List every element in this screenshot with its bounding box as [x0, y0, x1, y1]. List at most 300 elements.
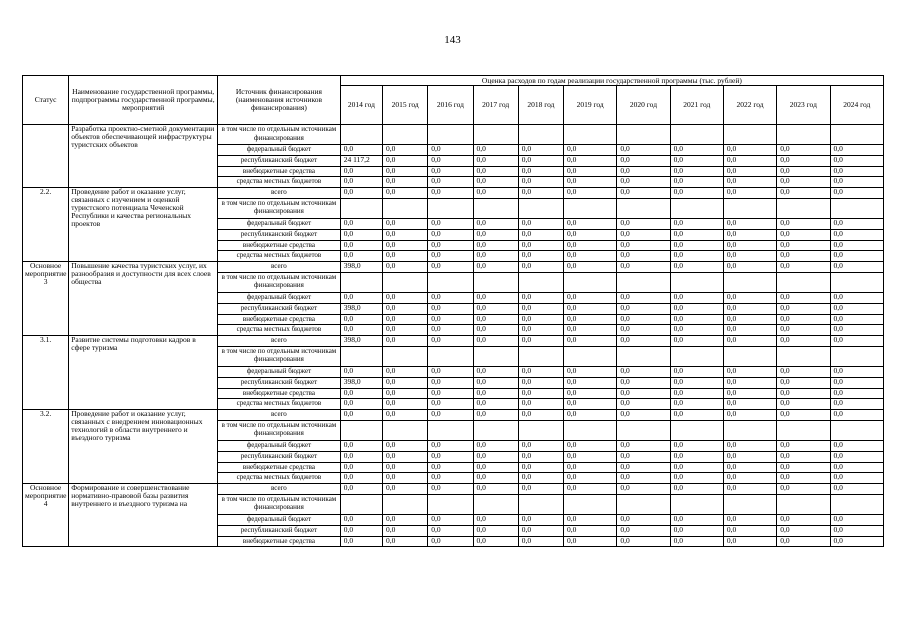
value-cell: 398,0 — [340, 377, 382, 388]
value-cell: 0,0 — [564, 218, 617, 229]
value-cell: 0,0 — [777, 451, 830, 462]
value-cell: 0,0 — [670, 462, 723, 473]
value-cell: 0,0 — [564, 325, 617, 336]
value-cell: 0,0 — [340, 388, 382, 399]
value-cell: 0,0 — [428, 155, 473, 166]
value-cell: 0,0 — [518, 229, 563, 240]
value-cell: 0,0 — [617, 325, 670, 336]
value-cell: 0,0 — [777, 440, 830, 451]
value-cell: 0,0 — [473, 292, 518, 303]
value-cell: 0,0 — [777, 292, 830, 303]
value-cell: 0,0 — [723, 262, 776, 273]
value-cell: 0,0 — [428, 536, 473, 547]
value-cell — [383, 198, 428, 218]
table-row — [23, 336, 884, 347]
row-funding-source: всего — [218, 484, 341, 495]
value-cell — [340, 420, 382, 440]
value-cell: 0,0 — [383, 536, 428, 547]
value-cell — [670, 346, 723, 366]
row-status: Основное мероприятие 4 — [23, 484, 69, 547]
value-cell: 0,0 — [617, 292, 670, 303]
value-cell: 0,0 — [340, 440, 382, 451]
row-status — [23, 125, 69, 188]
table-row — [23, 125, 884, 145]
value-cell: 0,0 — [830, 325, 884, 336]
row-funding-source: в том числе по отдельным источникам финансирования — [218, 420, 341, 440]
value-cell: 0,0 — [428, 292, 473, 303]
page-number: 143 — [444, 34, 461, 46]
value-cell: 0,0 — [670, 377, 723, 388]
value-cell: 0,0 — [617, 525, 670, 536]
value-cell: 0,0 — [564, 166, 617, 177]
row-funding-source: федеральный бюджет — [218, 440, 341, 451]
row-funding-source: федеральный бюджет — [218, 366, 341, 377]
value-cell: 0,0 — [670, 262, 723, 273]
value-cell: 0,0 — [617, 145, 670, 156]
value-cell: 0,0 — [564, 188, 617, 199]
value-cell: 0,0 — [473, 177, 518, 188]
value-cell — [518, 346, 563, 366]
value-cell: 0,0 — [777, 262, 830, 273]
value-cell: 0,0 — [340, 314, 382, 325]
value-cell: 0,0 — [428, 314, 473, 325]
row-measure-name: Разработка проектно-сметной документации объектов обеспечивающей инфраструктуры туристских объектов — [69, 125, 218, 188]
row-funding-source: в том числе по отдельным источникам финансирования — [218, 346, 341, 366]
value-cell: 0,0 — [830, 399, 884, 410]
value-cell: 0,0 — [830, 155, 884, 166]
value-cell: 0,0 — [383, 188, 428, 199]
row-funding-source: республиканский бюджет — [218, 229, 341, 240]
row-funding-source: внебюджетные средства — [218, 462, 341, 473]
row-funding-source: федеральный бюджет — [218, 218, 341, 229]
value-cell: 0,0 — [428, 484, 473, 495]
value-cell: 0,0 — [617, 262, 670, 273]
value-cell: 0,0 — [383, 177, 428, 188]
value-cell — [383, 494, 428, 514]
value-cell — [777, 272, 830, 292]
value-cell: 0,0 — [383, 410, 428, 421]
value-cell: 0,0 — [830, 525, 884, 536]
value-cell: 0,0 — [723, 484, 776, 495]
value-cell: 0,0 — [830, 166, 884, 177]
value-cell: 0,0 — [383, 218, 428, 229]
value-cell — [723, 494, 776, 514]
value-cell: 0,0 — [617, 218, 670, 229]
value-cell: 0,0 — [830, 145, 884, 156]
value-cell — [830, 346, 884, 366]
value-cell: 0,0 — [617, 251, 670, 262]
row-funding-source: республиканский бюджет — [218, 303, 341, 314]
value-cell: 0,0 — [670, 388, 723, 399]
value-cell — [617, 198, 670, 218]
value-cell: 0,0 — [777, 240, 830, 251]
value-cell: 0,0 — [428, 399, 473, 410]
value-cell: 398,0 — [340, 303, 382, 314]
value-cell: 0,0 — [340, 410, 382, 421]
header-year: 2021 год — [670, 86, 723, 125]
value-cell: 0,0 — [617, 399, 670, 410]
row-funding-source: всего — [218, 410, 341, 421]
value-cell: 0,0 — [564, 536, 617, 547]
value-cell: 0,0 — [428, 188, 473, 199]
value-cell: 0,0 — [518, 399, 563, 410]
value-cell: 0,0 — [830, 536, 884, 547]
value-cell: 0,0 — [723, 303, 776, 314]
header-year: 2023 год — [777, 86, 830, 125]
value-cell: 0,0 — [777, 145, 830, 156]
value-cell: 0,0 — [340, 188, 382, 199]
value-cell: 0,0 — [340, 514, 382, 525]
value-cell: 0,0 — [723, 177, 776, 188]
value-cell: 0,0 — [340, 366, 382, 377]
value-cell: 0,0 — [830, 292, 884, 303]
value-cell: 0,0 — [830, 462, 884, 473]
value-cell: 0,0 — [564, 388, 617, 399]
value-cell: 0,0 — [617, 303, 670, 314]
value-cell: 0,0 — [518, 536, 563, 547]
value-cell: 0,0 — [617, 536, 670, 547]
value-cell: 0,0 — [723, 388, 776, 399]
table-row — [23, 410, 884, 421]
value-cell — [428, 198, 473, 218]
value-cell: 0,0 — [383, 336, 428, 347]
value-cell: 0,0 — [473, 145, 518, 156]
table-row — [23, 484, 884, 495]
value-cell: 0,0 — [383, 240, 428, 251]
row-funding-source: республиканский бюджет — [218, 155, 341, 166]
value-cell: 0,0 — [830, 240, 884, 251]
value-cell: 0,0 — [428, 166, 473, 177]
value-cell: 0,0 — [383, 292, 428, 303]
header-status: Статус — [23, 76, 69, 125]
value-cell — [564, 125, 617, 145]
value-cell: 0,0 — [830, 366, 884, 377]
value-cell — [518, 494, 563, 514]
header-year: 2016 год — [428, 86, 473, 125]
value-cell: 0,0 — [428, 145, 473, 156]
value-cell — [670, 494, 723, 514]
value-cell: 0,0 — [617, 366, 670, 377]
row-funding-source: средства местных бюджетов — [218, 473, 341, 484]
value-cell — [617, 494, 670, 514]
value-cell: 0,0 — [383, 440, 428, 451]
row-status: 3.1. — [23, 336, 69, 410]
value-cell: 0,0 — [723, 462, 776, 473]
value-cell: 0,0 — [518, 292, 563, 303]
value-cell: 0,0 — [383, 484, 428, 495]
row-funding-source: всего — [218, 262, 341, 273]
value-cell: 0,0 — [723, 325, 776, 336]
value-cell: 0,0 — [617, 484, 670, 495]
value-cell: 0,0 — [383, 155, 428, 166]
header-year: 2019 год — [564, 86, 617, 125]
value-cell: 0,0 — [518, 410, 563, 421]
value-cell — [617, 125, 670, 145]
value-cell: 0,0 — [670, 240, 723, 251]
value-cell: 0,0 — [670, 525, 723, 536]
value-cell: 0,0 — [340, 536, 382, 547]
value-cell — [617, 420, 670, 440]
row-status: 2.2. — [23, 188, 69, 262]
value-cell: 0,0 — [777, 303, 830, 314]
value-cell: 0,0 — [473, 155, 518, 166]
row-funding-source: всего — [218, 188, 341, 199]
value-cell: 0,0 — [383, 388, 428, 399]
row-funding-source: в том числе по отдельным источникам финансирования — [218, 198, 341, 218]
value-cell: 0,0 — [723, 525, 776, 536]
row-funding-source: внебюджетные средства — [218, 536, 341, 547]
value-cell — [777, 125, 830, 145]
value-cell: 0,0 — [518, 366, 563, 377]
value-cell — [340, 125, 382, 145]
value-cell: 0,0 — [670, 399, 723, 410]
value-cell: 0,0 — [564, 262, 617, 273]
value-cell: 0,0 — [670, 292, 723, 303]
value-cell: 0,0 — [670, 514, 723, 525]
value-cell: 0,0 — [340, 451, 382, 462]
value-cell: 0,0 — [428, 525, 473, 536]
value-cell: 0,0 — [518, 251, 563, 262]
value-cell — [473, 198, 518, 218]
value-cell: 0,0 — [777, 388, 830, 399]
value-cell: 0,0 — [564, 473, 617, 484]
value-cell: 0,0 — [428, 514, 473, 525]
value-cell: 0,0 — [830, 473, 884, 484]
value-cell: 0,0 — [617, 410, 670, 421]
value-cell: 0,0 — [383, 525, 428, 536]
value-cell: 0,0 — [723, 410, 776, 421]
row-funding-source: федеральный бюджет — [218, 292, 341, 303]
value-cell — [723, 198, 776, 218]
value-cell: 0,0 — [723, 229, 776, 240]
value-cell — [340, 272, 382, 292]
row-funding-source: в том числе по отдельным источникам финансирования — [218, 125, 341, 145]
value-cell: 0,0 — [670, 536, 723, 547]
value-cell: 0,0 — [723, 240, 776, 251]
value-cell: 0,0 — [670, 218, 723, 229]
value-cell — [830, 125, 884, 145]
value-cell — [518, 420, 563, 440]
value-cell: 0,0 — [518, 484, 563, 495]
header-year: 2022 год — [723, 86, 776, 125]
table-row — [23, 262, 884, 273]
value-cell: 0,0 — [518, 155, 563, 166]
value-cell: 0,0 — [564, 145, 617, 156]
value-cell: 0,0 — [670, 336, 723, 347]
value-cell: 0,0 — [617, 336, 670, 347]
value-cell: 0,0 — [473, 262, 518, 273]
value-cell: 0,0 — [428, 366, 473, 377]
value-cell: 0,0 — [830, 229, 884, 240]
value-cell — [564, 198, 617, 218]
value-cell: 0,0 — [473, 410, 518, 421]
row-funding-source: в том числе по отдельным источникам финансирования — [218, 494, 341, 514]
value-cell: 0,0 — [518, 188, 563, 199]
value-cell: 0,0 — [340, 325, 382, 336]
value-cell — [340, 494, 382, 514]
value-cell: 0,0 — [340, 399, 382, 410]
value-cell: 0,0 — [777, 536, 830, 547]
value-cell: 0,0 — [723, 399, 776, 410]
value-cell: 0,0 — [340, 218, 382, 229]
value-cell: 0,0 — [723, 155, 776, 166]
value-cell: 0,0 — [777, 473, 830, 484]
value-cell — [383, 125, 428, 145]
value-cell: 0,0 — [473, 514, 518, 525]
value-cell: 0,0 — [428, 462, 473, 473]
value-cell: 0,0 — [723, 536, 776, 547]
value-cell — [777, 494, 830, 514]
value-cell: 0,0 — [564, 336, 617, 347]
value-cell: 0,0 — [617, 451, 670, 462]
value-cell: 0,0 — [777, 484, 830, 495]
value-cell — [340, 346, 382, 366]
value-cell: 0,0 — [340, 292, 382, 303]
value-cell: 0,0 — [670, 473, 723, 484]
value-cell: 0,0 — [723, 188, 776, 199]
value-cell: 0,0 — [428, 262, 473, 273]
value-cell: 0,0 — [670, 155, 723, 166]
value-cell: 0,0 — [670, 303, 723, 314]
value-cell: 0,0 — [340, 177, 382, 188]
value-cell — [383, 346, 428, 366]
value-cell: 0,0 — [777, 166, 830, 177]
value-cell: 0,0 — [564, 462, 617, 473]
value-cell: 0,0 — [777, 218, 830, 229]
value-cell: 0,0 — [564, 410, 617, 421]
value-cell: 0,0 — [383, 251, 428, 262]
value-cell — [340, 198, 382, 218]
value-cell: 0,0 — [564, 251, 617, 262]
value-cell: 0,0 — [473, 251, 518, 262]
value-cell: 0,0 — [670, 451, 723, 462]
value-cell: 0,0 — [670, 366, 723, 377]
value-cell: 0,0 — [723, 473, 776, 484]
value-cell — [564, 494, 617, 514]
value-cell: 0,0 — [830, 262, 884, 273]
value-cell: 0,0 — [830, 514, 884, 525]
value-cell: 0,0 — [383, 399, 428, 410]
value-cell: 0,0 — [340, 462, 382, 473]
value-cell: 0,0 — [518, 145, 563, 156]
value-cell: 0,0 — [723, 314, 776, 325]
value-cell — [723, 420, 776, 440]
value-cell — [428, 420, 473, 440]
value-cell: 0,0 — [428, 229, 473, 240]
value-cell — [723, 346, 776, 366]
financing-table — [22, 75, 884, 547]
value-cell — [428, 494, 473, 514]
value-cell — [777, 346, 830, 366]
value-cell: 0,0 — [518, 377, 563, 388]
value-cell: 0,0 — [723, 366, 776, 377]
value-cell: 0,0 — [473, 166, 518, 177]
value-cell: 0,0 — [518, 262, 563, 273]
value-cell: 0,0 — [428, 251, 473, 262]
value-cell: 0,0 — [518, 240, 563, 251]
row-status: 3.2. — [23, 410, 69, 484]
value-cell: 0,0 — [830, 377, 884, 388]
value-cell — [564, 346, 617, 366]
value-cell — [723, 272, 776, 292]
value-cell: 0,0 — [777, 462, 830, 473]
value-cell: 0,0 — [518, 525, 563, 536]
value-cell — [670, 420, 723, 440]
value-cell: 0,0 — [473, 451, 518, 462]
value-cell: 0,0 — [518, 325, 563, 336]
header-year: 2014 год — [340, 86, 382, 125]
header-source: Источник финансирования (наименования источников финансирования) — [218, 76, 341, 125]
value-cell — [473, 494, 518, 514]
value-cell: 0,0 — [383, 473, 428, 484]
value-cell: 0,0 — [830, 451, 884, 462]
header-year: 2017 год — [473, 86, 518, 125]
value-cell — [830, 420, 884, 440]
value-cell: 0,0 — [340, 473, 382, 484]
row-funding-source: федеральный бюджет — [218, 514, 341, 525]
value-cell: 0,0 — [617, 440, 670, 451]
row-measure-name: Формирование и совершенствование нормативно-правовой базы развития внутреннего и въездного туризма на — [69, 484, 218, 547]
value-cell: 0,0 — [428, 451, 473, 462]
value-cell: 0,0 — [564, 292, 617, 303]
value-cell: 0,0 — [777, 525, 830, 536]
value-cell: 0,0 — [617, 188, 670, 199]
value-cell: 0,0 — [777, 336, 830, 347]
table-row — [23, 188, 884, 199]
row-funding-source: внебюджетные средства — [218, 388, 341, 399]
value-cell: 0,0 — [670, 410, 723, 421]
value-cell: 0,0 — [340, 525, 382, 536]
value-cell: 0,0 — [518, 473, 563, 484]
value-cell: 0,0 — [670, 484, 723, 495]
value-cell: 0,0 — [564, 240, 617, 251]
value-cell: 0,0 — [723, 377, 776, 388]
value-cell — [383, 272, 428, 292]
value-cell: 0,0 — [830, 251, 884, 262]
row-funding-source: федеральный бюджет — [218, 145, 341, 156]
value-cell: 0,0 — [723, 251, 776, 262]
value-cell: 0,0 — [564, 484, 617, 495]
value-cell: 0,0 — [383, 325, 428, 336]
value-cell: 0,0 — [473, 388, 518, 399]
value-cell: 0,0 — [777, 514, 830, 525]
value-cell — [617, 346, 670, 366]
value-cell: 0,0 — [473, 325, 518, 336]
value-cell: 0,0 — [617, 388, 670, 399]
value-cell: 0,0 — [777, 410, 830, 421]
value-cell: 0,0 — [564, 366, 617, 377]
value-cell — [777, 198, 830, 218]
value-cell: 0,0 — [473, 399, 518, 410]
value-cell: 0,0 — [723, 218, 776, 229]
value-cell: 0,0 — [383, 314, 428, 325]
value-cell: 0,0 — [428, 377, 473, 388]
row-funding-source: средства местных бюджетов — [218, 177, 341, 188]
value-cell: 0,0 — [473, 484, 518, 495]
value-cell: 0,0 — [830, 388, 884, 399]
value-cell — [473, 272, 518, 292]
value-cell: 0,0 — [340, 484, 382, 495]
value-cell: 0,0 — [617, 314, 670, 325]
value-cell: 0,0 — [564, 440, 617, 451]
value-cell: 0,0 — [617, 240, 670, 251]
value-cell: 0,0 — [428, 303, 473, 314]
value-cell: 0,0 — [617, 177, 670, 188]
value-cell: 0,0 — [670, 177, 723, 188]
value-cell: 0,0 — [564, 314, 617, 325]
value-cell: 0,0 — [518, 462, 563, 473]
value-cell: 0,0 — [830, 410, 884, 421]
